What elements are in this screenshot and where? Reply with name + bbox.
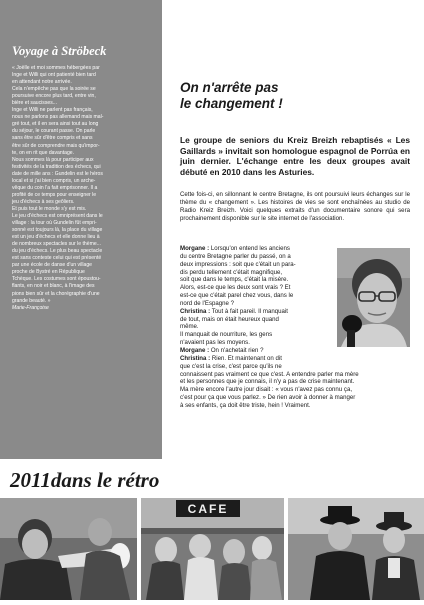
article-intro: Cette fois-ci, en sillonnant le centre Bretagne, ils ont poursuivi leurs échanges sur le thème du « changement ». Les histoires de vies se sont enchaînées au studio de Radio Kreiz Breizh. Voici quelques extraits d'un documentaire sonore qui sera prochainement disponible sur le site internet de l'association.: [180, 191, 410, 222]
interview-text-segment: nord de l'Espagne ?: [180, 299, 235, 307]
interview-line: [180, 378, 410, 386]
interview-text-segment: Rien. Et maintenant on dit: [210, 354, 282, 362]
speaker-name: Christina :: [180, 354, 211, 362]
sidebar-body: [12, 65, 154, 312]
sidebar-line: sonné est toujours là, la place du village: [12, 227, 103, 234]
sidebar-line: du séjour, le courant passe. On parle: [12, 128, 96, 135]
interview-text-segment: On n'achetait rien ?: [209, 346, 264, 354]
cafe-sign: CAFE: [187, 502, 229, 516]
speaker-name: Christina :: [180, 307, 211, 315]
sidebar-line: Et puis tout le monde s'y est mis.: [12, 205, 87, 212]
sidebar-line: du jeu d'échecs. Le plus beau spectacle: [12, 248, 103, 255]
interview-text-segment: et les personnes que je connais, il n'y a pas de crise maintenant.: [180, 378, 355, 386]
photo-hats: [288, 498, 424, 600]
sidebar-panel: [0, 0, 162, 459]
sidebar-line: te, on en rit que davantage.: [12, 149, 75, 156]
sidebar-line: Nous sommes là pour participer aux: [12, 156, 94, 163]
interview-text-segment: Alors, est-ce que les deux sont vrais ? Et: [180, 284, 291, 292]
interview-text-segment: du centre Bretagne parler du passé, on a: [180, 252, 291, 260]
sidebar-line: Le jeu d'échecs est omniprésent dans le: [12, 212, 103, 219]
sidebar-line: pions bien sûr et la chorégraphie d'une: [12, 290, 100, 297]
sidebar-title: Voyage à Ströbeck: [12, 44, 107, 58]
interview-text-segment: connaissent pas vraiment ce que c'est. A entendre parler ma mère: [180, 370, 359, 378]
portrait-photo: [337, 248, 410, 347]
interview-text-segment: Lorsqu'on entend les anciens: [209, 245, 290, 252]
interview-line: [180, 386, 410, 394]
sidebar-line: nous ne parlons pas allemand mais mal-: [12, 114, 104, 121]
sidebar-text: [12, 65, 154, 305]
interview-text-segment: Il manquait de nourriture, les gens: [180, 331, 273, 339]
sidebar-line: Inge et Willi qui ont patienté bien tard: [12, 72, 96, 79]
sidebar-line: Cela n'empêche pas que la soirée se: [12, 86, 96, 93]
interview-text-segment: soit que dans le temps, c'était la misère.: [180, 276, 289, 284]
photo-strip: [0, 498, 424, 600]
interview-text-segment: est-ce que c'était parel chez vous, dans le: [180, 292, 294, 300]
sidebar-line: vêque du coin l'a fait emprisonner. Il a: [12, 184, 98, 191]
sidebar-line: grande beauté. »: [12, 297, 51, 304]
sidebar-line: sans être sûr d'être compris et sans: [12, 135, 93, 142]
speaker-name: Morgane :: [180, 346, 210, 354]
sidebar-line: est un jeu d'échecs et elle donne lieu à: [12, 234, 100, 241]
sidebar-line: poursuive encore plus tard, entre vin,: [12, 93, 96, 100]
interview-text-segment: c'est pour ça que vous parlez. » De rien avoir à donner à manger: [180, 394, 356, 402]
sidebar-line: bière et saucisses...: [12, 100, 58, 107]
interview-line: [180, 371, 410, 379]
photo-strip-illustration: [0, 498, 424, 600]
interview-text-segment: dis perdu tellement c'était magnifique,: [180, 268, 283, 276]
section-year: 2011: [10, 468, 51, 492]
photo-cafe: [141, 498, 284, 600]
sidebar-line: local et si j'ai bien compris, un arche-: [12, 177, 96, 184]
sidebar-line: Inge et Willi ne parlent pas français,: [12, 107, 93, 114]
interview-text-segment: que c'est la crise, c'est parce qu'ils ne: [180, 362, 282, 370]
headline-line-2: le changement !: [180, 96, 283, 111]
sidebar-signature: Marie-Françoise: [12, 304, 49, 311]
interview-line: [180, 347, 410, 355]
section-title: [10, 468, 159, 493]
interview-text-segment: Tout à fait pareil. Il manquait: [210, 307, 288, 315]
sidebar-line: flants, en noir et blanc, à l'image des: [12, 283, 95, 290]
section-title-rest: dans le rétro: [50, 468, 160, 492]
sidebar-line: gré tout, et il en sera ainsi tout au long: [12, 121, 99, 128]
interview-text-segment: n'avaient pas les moyens.: [180, 339, 250, 347]
headline-line-1: On n'arrête pas: [180, 80, 279, 95]
speaker-name: Morgane :: [180, 245, 210, 252]
sidebar-line: Tchèque. Les costumes sont époustou-: [12, 276, 101, 283]
interview-line: [180, 355, 410, 363]
interview-text-segment: Ma mère encore l'autre jour disait : « vous n'avez pas connu ça,: [180, 386, 353, 394]
sidebar-line: profité de ce temps pour enseigner le: [12, 191, 97, 198]
photo-musicians: [0, 498, 137, 600]
article-headline: [180, 80, 283, 112]
interview-line: [180, 402, 410, 410]
sidebar-line: être sûr de comprendre mais qu'impor-: [12, 142, 100, 149]
sidebar-line: par une école de danse d'un village: [12, 262, 92, 269]
interview-text-segment: de tout, mais on était heureux quand: [180, 315, 279, 323]
sidebar-line: proche de Bystré en République: [12, 269, 85, 276]
sidebar-line: festivités de la tradition des échecs, qui: [12, 163, 101, 170]
interview-text-segment: deux impressions : soit que c'était un para-: [180, 260, 296, 268]
interview-text-segment: à ses enfants, ça doit être triste, hein ! Vraiment.: [180, 401, 311, 409]
portrait-illustration: [337, 248, 410, 347]
sidebar-line: date de mille ans : Gundelin est le héros: [12, 170, 103, 177]
interview-line: [180, 394, 410, 402]
interview-line: [180, 363, 410, 371]
article-lead: Le groupe de seniors du Kreiz Breizh rebaptisés « Les Gaillards » invitait son homologue espagnol de Porrúa en juin dernier. L'échange entre les deux groupes avait débuté en 2010 dans les Asturies.: [180, 135, 410, 177]
sidebar-line: est sans conteste celui qui est présenté: [12, 255, 102, 262]
sidebar-line: de nombreux spectacles sur le thème...: [12, 241, 101, 248]
sidebar-line: jeu d'échecs à ses geôliers.: [12, 198, 75, 205]
sidebar-line: « Joëlle et moi sommes hébergées par: [12, 65, 100, 71]
interview-text-segment: même.: [180, 323, 199, 331]
sidebar-line: en attendant notre arrivée.: [12, 79, 72, 86]
sidebar-line: village : la tour où Gundelin fût empri-: [12, 220, 97, 227]
